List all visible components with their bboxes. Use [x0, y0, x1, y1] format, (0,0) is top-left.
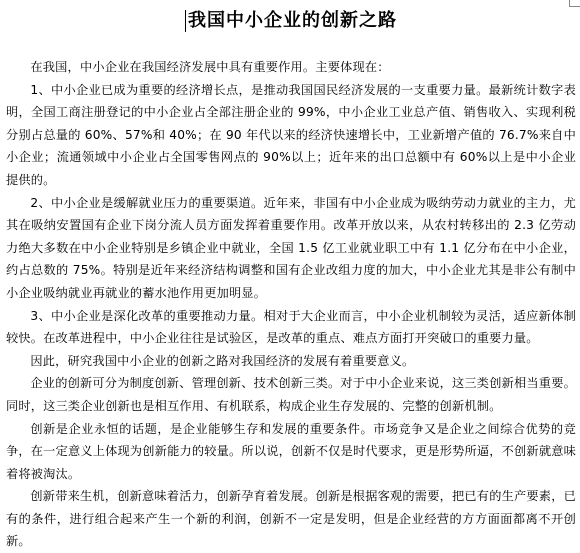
paragraph-intro[interactable]: 在我国，中小企业在我国经济发展中具有重要作用。主要体现在： — [30, 60, 390, 74]
text-cursor — [185, 10, 186, 32]
paragraph-point-1[interactable]: 1、中小企业已成为重要的经济增长点，是推动我国国民经济发展的一支重要力量。最新统计数字表明，全国工商注册登记的中小企业占全部注册企业的 99%，中小企业工业总产值、销售收入、实现利税分别占总量的 60%、57%和 40%；在 90 年代以来的经济快速增长中，工业新增产值的 76.7%来自中小企业；流通领域中小企业占全国零售网点的 90%以上；近年来的出口总额中有 60%以上是中小企业提供的。 — [6, 82, 576, 187]
paragraph-innovation-types[interactable]: 企业的创新可分为制度创新、管理创新、技术创新三类。对于中小企业来说，这三类创新相当重要。同时，这三类企业创新也是相互作用、有机联系，构成企业生存发展的、完整的创新机制。 — [6, 376, 576, 413]
paragraph-innovation-vitality[interactable]: 创新带来生机，创新意味着活力，创新孕育着发展。创新是根据客观的需要，把已有的生产要素，已有的条件，进行组合起来产生一个新的利润，创新不一定是发明，但是企业经营的方方面面都离不开创新。 — [6, 489, 576, 549]
paragraph-point-3[interactable]: 3、中小企业是深化改革的重要推动力量。相对于大企业而言，中小企业机制较为灵活，适应新体制较快。在改革进程中，中小企业往往是试验区，是改革的重点、难点方面打开突破口的重要力量。 — [6, 308, 576, 346]
title-row — [6, 0, 576, 36]
paragraph-conclusion[interactable]: 因此，研究我国中小企业的创新之路对我国经济的发展有着重要意义。 — [30, 353, 415, 368]
paragraph-innovation-topic[interactable]: 创新是企业永恒的话题，是企业能够生存和发展的重要条件。市场竞争又是企业之间综合优势的竞争，在一定意义上体现为创新能力的较量。所以说，创新不仅是时代要求，更是形势所逼，不创新就意味着将被淘汰。 — [6, 421, 576, 481]
document-title[interactable]: 我国中小企业的创新之路 — [188, 10, 397, 31]
paragraph-point-2[interactable]: 2、中小企业是缓解就业压力的重要渠道。近年来，非国有中小企业成为吸纳劳动力就业的主力，尤其在吸纳安置国有企业下岗分流人员方面发挥着重要作用。改革开放以来，从农村转移出的 2.3 亿劳动力绝大多数在中小企业特别是乡镇企业中就业，全国 1.5 亿工业就业职工中有 1.1 亿分布在中小企业，约占总数的 75%。特别是近年来经济结构调整和国有企业改组力度的加大，中小企业尤其是非公有制中小企业吸纳就业再就业的蓄水池作用更加明显。 — [6, 195, 576, 300]
margin-corner-mark — [569, 0, 580, 7]
